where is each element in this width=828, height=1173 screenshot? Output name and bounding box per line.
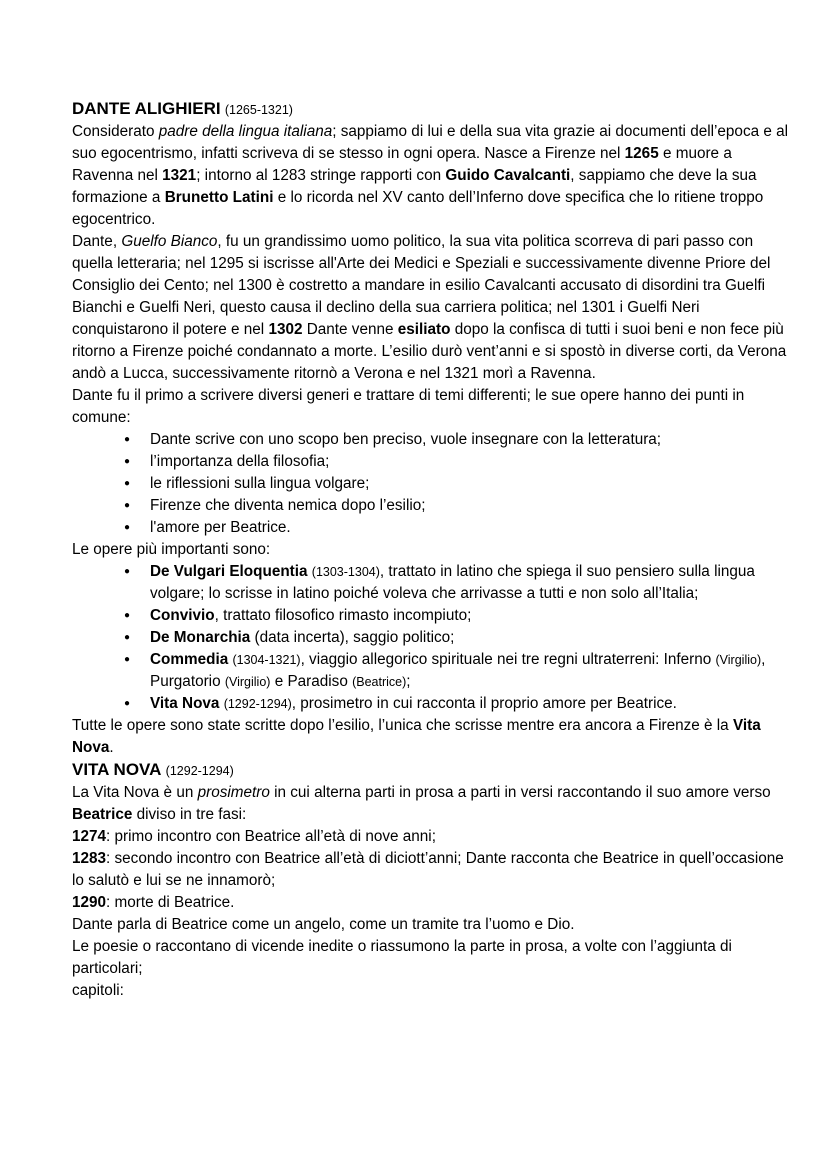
text-run: Dante, xyxy=(72,233,122,250)
work-description: , trattato in latino che spiega il suo pensiero sulla lingua volgare; lo scrisse in latino poiché voleva che arrivasse a tutti e non solo all’Italia; xyxy=(150,563,755,602)
work-name: Convivio xyxy=(150,607,215,624)
list-item: ● Firenze che diventa nemica dopo l’esilio; xyxy=(150,495,788,517)
vita-intro xyxy=(72,782,788,826)
intro-paragraph xyxy=(72,121,788,231)
text-run: La Vita Nova è un xyxy=(72,784,198,801)
bold-run: Beatrice xyxy=(72,806,133,823)
text-run: Dante venne xyxy=(302,321,398,338)
bold-run: Vita Nova xyxy=(72,717,761,756)
works-list xyxy=(72,561,788,715)
themes-intro: Dante fu il primo a scrivere diversi generi e trattare di temi differenti; le sue opere hanno dei punti in comune: xyxy=(72,387,745,426)
italic-run: prosimetro xyxy=(197,784,270,801)
text-run: Considerato xyxy=(72,123,159,140)
text-run: e Paradiso xyxy=(270,673,353,690)
guide-note: (Virgilio) xyxy=(715,653,762,667)
phase-year: 1283 xyxy=(72,850,107,867)
heading-dante xyxy=(72,98,788,121)
italic-run: padre della lingua italiana xyxy=(158,123,333,140)
title-dates: (1265-1321) xyxy=(224,103,293,117)
work-name: Vita Nova xyxy=(150,695,220,712)
text-run: , sappiamo che deve la sua formazione a xyxy=(72,167,757,206)
work-name: De Monarchia xyxy=(150,629,251,646)
text-run: Tutte le opere sono state scritte dopo l’esilio, l’unica che scrisse mentre era ancora a Firenze è la xyxy=(72,717,733,734)
list-item xyxy=(150,561,788,605)
phase-year: 1274 xyxy=(72,828,107,845)
work-description: (data incerta), saggio politico; xyxy=(250,629,455,646)
politics-paragraph xyxy=(72,231,788,385)
work-dates: (1304-1321) xyxy=(232,653,301,667)
phase-3 xyxy=(72,892,788,914)
work-description: , prosimetro in cui racconta il proprio amore per Beatrice. xyxy=(291,695,677,712)
phase-text: : secondo incontro con Beatrice all’età di diciott’anni; Dante racconta che Beatrice in quell’occasione lo salutò e lui se ne innamorò; xyxy=(72,850,784,889)
heading-vita-nova xyxy=(72,759,788,782)
list-item: ● le riflessioni sulla lingua volgare; xyxy=(150,473,788,495)
text-run: diviso in tre fasi: xyxy=(132,806,247,823)
section-dates: (1292-1294) xyxy=(165,764,234,778)
chapters-label: capitoli: xyxy=(72,982,124,999)
list-item xyxy=(150,693,788,715)
phase-2 xyxy=(72,848,788,892)
list-item: ● Dante scrive con uno scopo ben preciso, vuole insegnare con la letteratura; xyxy=(150,429,788,451)
poems-paragraph: Le poesie o raccontano di vicende inedite o riassumono la parte in prosa, a volte con l’aggiunta di particolari; xyxy=(72,938,732,977)
list-item xyxy=(150,649,788,693)
text-run: , Purgatorio xyxy=(150,651,766,690)
text-run: e muore a Ravenna nel xyxy=(72,145,732,184)
bold-run: 1302 xyxy=(268,321,303,338)
text-run: ; xyxy=(406,673,411,690)
work-name: Commedia xyxy=(150,651,229,668)
work-dates: (1292-1294) xyxy=(223,697,292,711)
work-name: De Vulgari Eloquentia xyxy=(150,563,308,580)
phase-1 xyxy=(72,826,788,848)
text-run: . xyxy=(109,739,114,756)
section-title: VITA NOVA xyxy=(72,760,162,779)
bold-run: esiliato xyxy=(397,321,451,338)
text-run: , fu un grandissimo uomo politico, la sua vita politica scorreva di pari passo con quella letteraria; nel 1295 si iscrisse all'Arte dei Medici e Speziali e successivamente divenne Priore del Consiglio dei Cento; nel 1300 è costretto a mandare in esilio Cavalcanti accusato di disordini tra Guelfi Bianchi e Guelfi Neri, questo causa il declino della sua carriera politica; nel 1301 i Guelfi Neri conquistarono il potere e nel xyxy=(72,233,771,338)
text-run: dopo la confisca di tutti i suoi beni e non fece più ritorno a Firenze poiché condannato a morte. L’esilio durò vent’anni e si spostò in diverse corti, da Verona andò a Lucca, successivamente ritornò a Verona e nel 1321 morì a Ravenna. xyxy=(72,321,787,382)
text-run: in cui alterna parti in prosa a parti in versi raccontando il suo amore verso xyxy=(269,784,771,801)
italic-run: Guelfo Bianco xyxy=(121,233,218,250)
phase-text: : primo incontro con Beatrice all’età di nove anni; xyxy=(106,828,436,845)
list-item: ● l’importanza della filosofia; xyxy=(150,451,788,473)
text-run: ; intorno al 1283 stringe rapporti con xyxy=(196,167,446,184)
guide-note: (Beatrice) xyxy=(352,675,407,689)
phase-year: 1290 xyxy=(72,894,107,911)
phase-text: : morte di Beatrice. xyxy=(106,894,235,911)
work-dates: (1303-1304) xyxy=(311,565,380,579)
works-intro: Le opere più importanti sono: xyxy=(72,541,271,558)
bold-run: Brunetto Latini xyxy=(164,189,274,206)
text-run: ; sappiamo di lui e della sua vita grazie ai documenti dell’epoca e al suo egocentrismo, infatti scriveva di se stesso in ogni opera. Nasce a Firenze nel xyxy=(72,123,789,162)
themes-list xyxy=(72,429,788,539)
list-item xyxy=(150,627,788,649)
bold-run: Guido Cavalcanti xyxy=(445,167,571,184)
work-description: , viaggio allegorico spirituale nei tre regni ultraterreni: Inferno xyxy=(300,651,716,668)
bold-run: 1265 xyxy=(624,145,659,162)
page-title: DANTE ALIGHIERI xyxy=(72,99,221,118)
text-run: e lo ricorda nel XV canto dell’Inferno dove specifica che lo ritiene troppo egocentrico. xyxy=(72,189,764,228)
list-item: ● l'amore per Beatrice. xyxy=(150,517,788,539)
guide-note: (Virgilio) xyxy=(224,675,271,689)
exile-note xyxy=(72,715,788,759)
angel-paragraph: Dante parla di Beatrice come un angelo, come un tramite tra l’uomo e Dio. xyxy=(72,916,575,933)
work-description: , trattato filosofico rimasto incompiuto; xyxy=(214,607,472,624)
bold-run: 1321 xyxy=(162,167,197,184)
list-item xyxy=(150,605,788,627)
